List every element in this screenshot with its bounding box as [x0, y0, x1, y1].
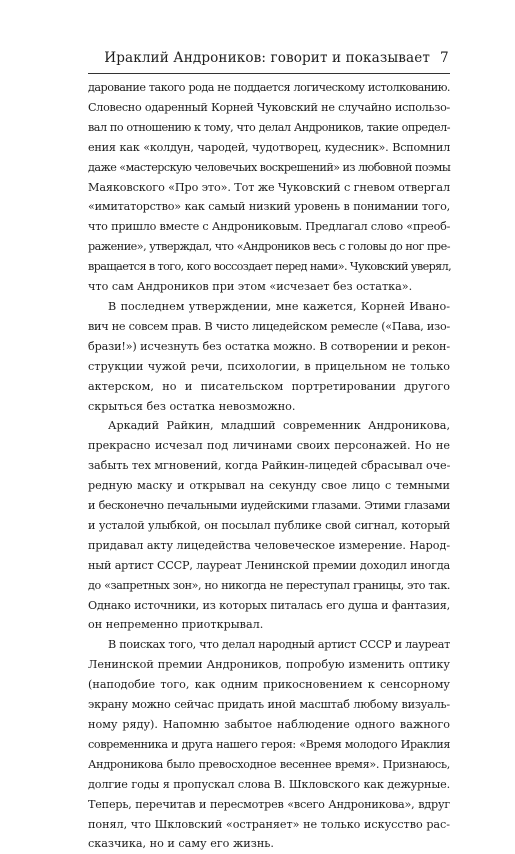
page-number: 7 — [440, 50, 449, 66]
text-line: вал по отношению к тому, что делал Андроников, такие определ- — [88, 120, 450, 134]
text-line: дарование такого рода не поддается логическому истолкованию. — [88, 81, 450, 94]
text-line: редную маску и открывал на секунду свое лицо с темными — [88, 479, 450, 493]
text-line: долгие годы я пропускал слова В. Шкловского как дежурные. — [88, 777, 450, 791]
paragraph — [88, 635, 450, 854]
running-title: Ираклий Андроников: говорит и показывает — [104, 50, 430, 66]
text-line: и бесконечно печальными иудейскими глазами. Этими глазами — [88, 499, 450, 513]
text-line: скрыться без остатка невозможно. — [88, 399, 296, 413]
text-line: ный артист СССР, лауреат Ленинской премии доходил иногда — [88, 558, 450, 572]
text-line: «имитаторство» как самый низкий уровень в понимании того, — [88, 200, 450, 214]
text-line: Однако источники, из которых питалась его душа и фантазия, — [88, 598, 450, 612]
text-line: В последнем утверждении, мне кажется, Корней Ивано- — [108, 299, 450, 313]
text-line: Словесно одаренный Корней Чуковский не случайно использо- — [88, 100, 450, 114]
body-text — [88, 78, 450, 854]
text-line: экрану можно сейчас придать иной масштаб любому визуаль- — [88, 698, 450, 712]
text-line: даже «мастерскую человечьих воскрешений» из любовной поэмы — [88, 160, 451, 174]
paragraph — [88, 416, 450, 635]
text-line: вращается в того, кого воссоздает перед нами». Чуковский уверял, — [88, 260, 452, 274]
text-line: ения как «колдун, чародей, чудотворец, кудесник». Вспомнил — [88, 140, 450, 154]
text-line: что пришло вместе с Андрониковым. Предлагал слово «преоб- — [88, 220, 451, 234]
text-line: ражение», утверждал, что «Андроников весь с головы до ног пре- — [88, 240, 450, 254]
text-line: что сам Андроников при этом «исчезает без остатка». — [88, 280, 413, 294]
text-line: придавал акту лицедейства человеческое измерение. Народ- — [88, 538, 451, 552]
text-line: Ленинской премии Андроников, попробую изменить оптику — [88, 658, 450, 672]
text-line: прекрасно исчезал под личинами своих персонажей. Но не — [88, 439, 450, 453]
text-line: сказчика, но и саму его жизнь. — [88, 837, 274, 851]
text-line: Аркадий Райкин, младший современник Андроникова, — [108, 419, 450, 433]
text-line: брази!») исчезнуть без остатка можно. В сотворении и рекон- — [88, 339, 450, 353]
text-line: до «запретных зон», но никогда не переступал границы, это так. — [88, 578, 450, 592]
text-line: современника и друга нашего героя: «Время молодого Ираклия — [88, 737, 450, 751]
text-line: вич не совсем прав. В чисто лицедейском ремесле («Пава, изо- — [88, 319, 450, 333]
text-line: (наподобие того, как одним прикосновением к сенсорному — [88, 678, 450, 692]
text-line: забыть тех мгновений, когда Райкин-лицедей сбрасывал оче- — [88, 459, 451, 473]
text-line: струкции чужой речи, психологии, в прицельном не только — [88, 359, 450, 373]
text-line: Теперь, перечитав и пересмотрев «всего Андроникова», вдруг — [88, 797, 450, 811]
header-rule — [88, 73, 450, 74]
text-line: Андроникова было превосходное весеннее время». Признаюсь, — [88, 757, 450, 771]
paragraph — [88, 78, 450, 297]
text-line: В поисках того, что делал народный артист СССР и лауреат — [108, 638, 450, 652]
text-line: актерском, но и писательском портретировании другого — [88, 379, 450, 393]
text-line: он непременно приоткрывал. — [88, 618, 264, 632]
paragraph — [88, 297, 450, 416]
text-line: Маяковского «Про это». Тот же Чуковский с гневом отвергал — [88, 180, 450, 194]
text-line: и усталой улыбкой, он посылал публике свой сигнал, который — [88, 518, 450, 532]
text-line: понял, что Шкловский «остраняет» не только искусство рас- — [88, 817, 450, 831]
text-line: ному ряду). Напомню забытое наблюдение одного важного — [88, 718, 450, 731]
